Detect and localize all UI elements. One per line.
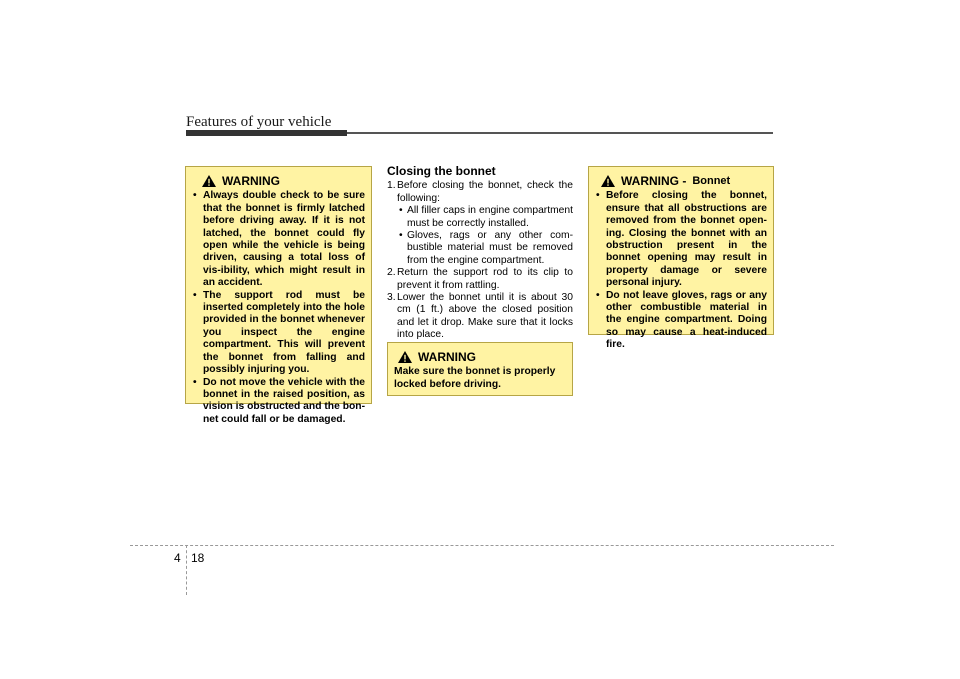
header-tab bbox=[186, 130, 347, 136]
warning-triangle-icon bbox=[398, 351, 412, 363]
step-number: 3. bbox=[387, 292, 396, 304]
sub-item: • Gloves, rags or any other com-bustible material must be removed from the engine compartment. bbox=[397, 230, 573, 267]
footer-rule bbox=[130, 545, 834, 546]
warning-list bbox=[192, 190, 365, 426]
steps-list bbox=[387, 180, 573, 341]
step-number: 1. bbox=[387, 180, 396, 192]
warning-box-middle bbox=[387, 342, 573, 396]
step-text: Return the support rod to its clip to prevent it from rattling. bbox=[397, 267, 573, 291]
warning-triangle-icon bbox=[202, 175, 216, 187]
chapter-number: 4 bbox=[174, 551, 181, 565]
warning-item: • Always double check to be sure that the bonnet is firmly latched before driving away. If it is not latched, the bonnet could fly open while the vehicle is being driven, causing a total loss of vis-ibility, which might result in an accident. bbox=[192, 190, 365, 289]
warning-item: • Before closing the bonnet, ensure that all obstructions are removed from the bonnet open-ing. Closing the bonnet with an obstruction present in the bonnet opening may result in property damage or severe personal injury. bbox=[595, 190, 767, 289]
step-text: Before closing the bonnet, check the following: bbox=[397, 180, 573, 204]
warning-box-right bbox=[588, 166, 774, 351]
step-number: 2. bbox=[387, 267, 396, 279]
footer-divider bbox=[186, 545, 187, 595]
page-number: 18 bbox=[191, 551, 205, 565]
warning-title: WARNING - bbox=[621, 174, 687, 188]
warning-subtitle: Bonnet bbox=[692, 175, 731, 187]
closing-bonnet-section bbox=[387, 165, 573, 342]
warning-header bbox=[595, 175, 767, 187]
warning-text: Make sure the bonnet is properly locked before driving. bbox=[394, 366, 556, 390]
section-heading: Closing the bonnet bbox=[387, 164, 496, 178]
step-item bbox=[387, 180, 573, 267]
warning-header bbox=[394, 351, 566, 363]
warning-header bbox=[192, 175, 365, 187]
step-item bbox=[387, 267, 573, 292]
section-title: Features of your vehicle bbox=[186, 114, 332, 130]
warning-item: • Do not leave gloves, rags or any other combustible material in the engine compartment. Doing so may cause a heat-induced fire. bbox=[595, 290, 767, 352]
warning-title: WARNING bbox=[418, 350, 476, 364]
step-item bbox=[387, 292, 573, 342]
warning-box-left bbox=[185, 166, 372, 425]
step-text: Lower the bonnet until it is about 30 cm (1 ft.) above the closed position and let it drop. Make sure that it locks into place. bbox=[397, 292, 573, 341]
warning-item: • Do not move the vehicle with the bonnet in the raised position, as vision is obstructed and the bon-net could fall or be damaged. bbox=[192, 377, 365, 427]
warning-item: • The support rod must be inserted completely into the hole provided in the bonnet whenever you inspect the engine compartment. This will prevent the bonnet from falling and possibly injuring you. bbox=[192, 290, 365, 377]
warning-list bbox=[595, 190, 767, 351]
sub-item: • All filler caps in engine compartment must be correctly installed. bbox=[397, 205, 573, 230]
warning-triangle-icon bbox=[601, 175, 615, 187]
warning-title: WARNING bbox=[222, 174, 280, 188]
sub-list bbox=[397, 205, 573, 267]
